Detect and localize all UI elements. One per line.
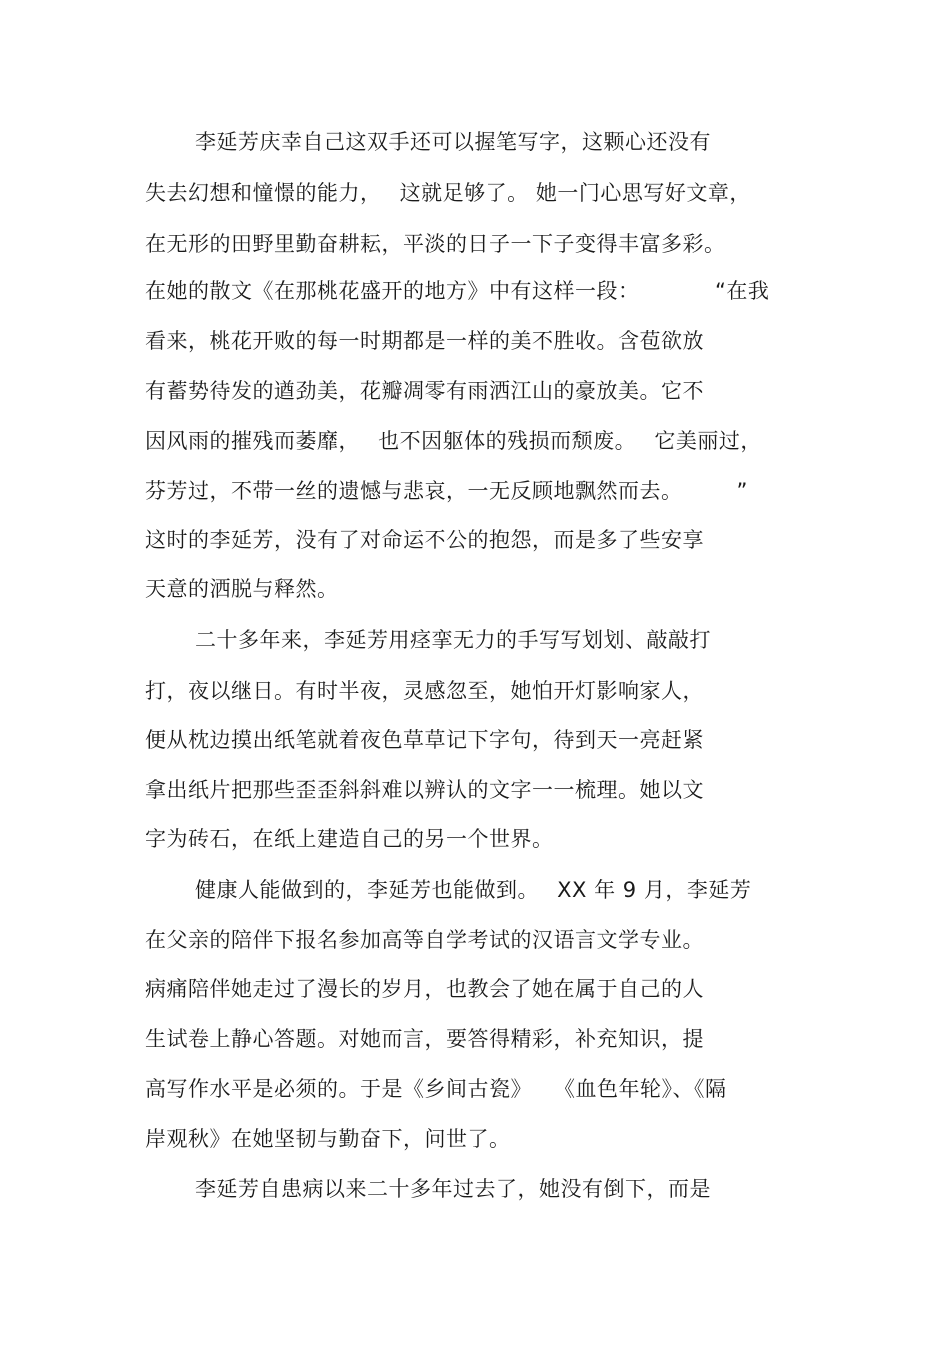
text-line: 岸观秋》在她坚韧与勤奋下，问世了。: [145, 1127, 511, 1151]
text-line: 打，夜以继日。有时半夜，灵感忽至，她怕开灯影响家人，: [145, 679, 704, 703]
text-line: 在父亲的陪伴下报名参加高等自学考试的汉语言文学专业。: [145, 928, 704, 952]
text-line: 芬芳过，不带一丝的遗憾与悲哀，一无反顾地飘然而去。 ”: [145, 479, 748, 503]
text-line: 天意的洒脱与释然。: [145, 577, 339, 601]
text-line: 生试卷上静心答题。对她而言，要答得精彩，补充知识，提: [145, 1027, 704, 1051]
text-line: 字为砖石，在纸上建造自己的另一个世界。: [145, 827, 554, 851]
text-line: 病痛陪伴她走过了漫长的岁月，也教会了她在属于自己的人: [145, 977, 704, 1001]
text-line: 李延芳庆幸自己这双手还可以握笔写字，这颗心还没有: [195, 130, 711, 154]
text-line: 便从枕边摸出纸笔就着夜色草草记下字句，待到天一亮赶紧: [145, 728, 704, 752]
text-line: 在无形的田野里勤奋耕耘，平淡的日子一下子变得丰富多彩。: [145, 232, 726, 256]
text-line: 失去幻想和憧憬的能力， 这就足够了。 她一门心思写好文章，: [145, 181, 751, 205]
text-line: 拿出纸片把那些歪歪斜斜难以辨认的文字一一梳理。她以文: [145, 778, 704, 802]
text-line: 因风雨的摧残而萎靡， 也不因躯体的残损而颓废。 它美丽过，: [145, 429, 762, 453]
text-line: 二十多年来，李延芳用痉挛无力的手写写划划、敲敲打: [195, 628, 711, 652]
text-line: 健康人能做到的，李延芳也能做到。 XX 年 9 月，李延芳: [195, 878, 752, 902]
text-line: 看来，桃花开败的每一时期都是一样的美不胜收。含苞欲放: [145, 329, 704, 353]
text-line: 有蓄势待发的遒劲美，花瓣凋零有雨洒江山的豪放美。它不: [145, 379, 704, 403]
text-line: 高写作水平是必须的。于是《乡间古瓷》 《血色年轮》、《隔: [145, 1077, 727, 1101]
text-line: 李延芳自患病以来二十多年过去了，她没有倒下，而是: [195, 1177, 711, 1201]
text-line: 这时的李延芳，没有了对命运不公的抱怨，而是多了些安享: [145, 528, 704, 552]
text-line: 在她的散文《在那桃花盛开的地方》中有这样一段： “在我: [145, 279, 770, 303]
